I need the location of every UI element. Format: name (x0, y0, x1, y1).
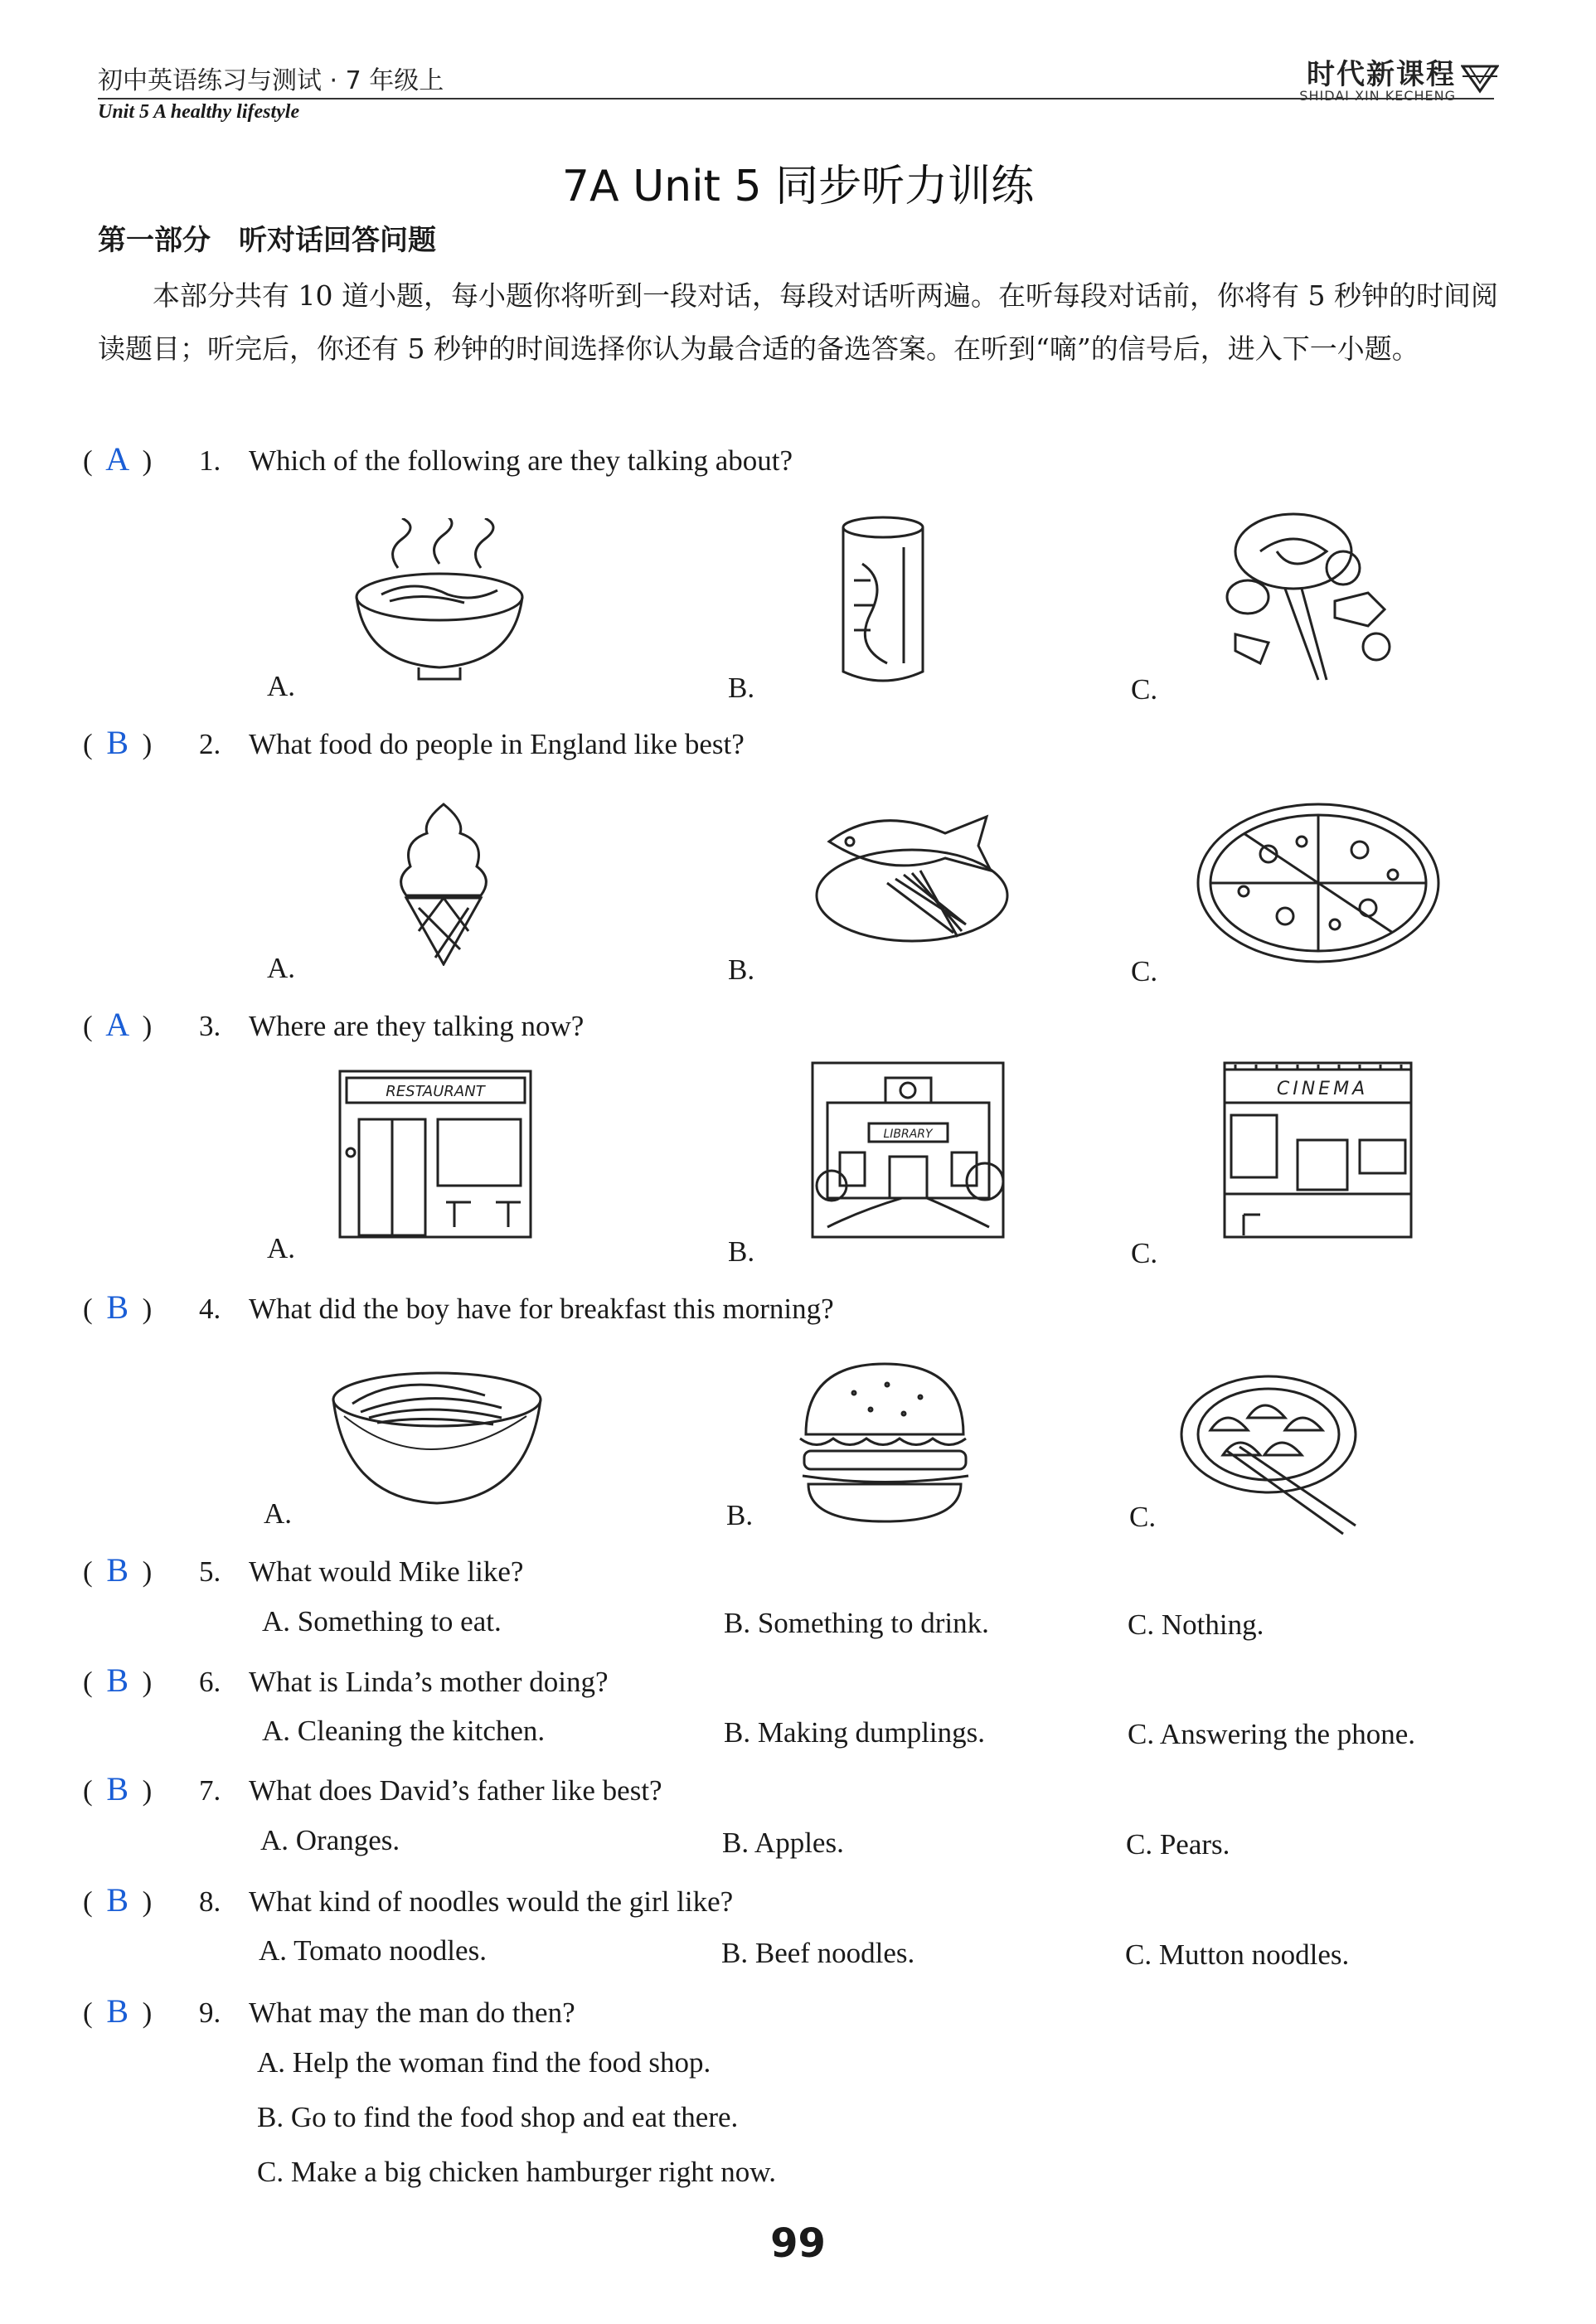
answer-mark: B (106, 1662, 129, 1699)
option-b: B. Beef noodles. (721, 1937, 915, 1969)
option-a: A. (267, 670, 296, 702)
answer-mark: A (105, 440, 130, 478)
option-c: C. Answering the phone. (1128, 1718, 1416, 1750)
option-b: B. (728, 953, 755, 986)
logo-mark-icon (1461, 58, 1499, 96)
question-text: What did the boy have for breakfast this morning? (249, 1293, 834, 1325)
option-a: A. Tomato noodles. (259, 1934, 487, 1967)
hamburger-picture (796, 1360, 974, 1526)
answer-bracket: ( B ) (83, 1881, 153, 1919)
answer-bracket: ( B ) (83, 1992, 153, 2030)
answer-mark: B (106, 724, 129, 761)
dumplings-picture (1177, 1372, 1376, 1538)
option-b: B. Something to drink. (724, 1607, 989, 1639)
fish-and-chips-picture (813, 808, 1020, 949)
option-b: B. Making dumplings. (724, 1716, 986, 1749)
option-c: C. (1129, 1501, 1157, 1533)
question-3 (83, 1005, 584, 1044)
logo-text: 时代新课程 (1307, 58, 1456, 91)
question-number: 6. (199, 1666, 221, 1698)
question-number: 5. (199, 1555, 221, 1588)
restaurant-picture (338, 1070, 533, 1240)
option-b: B. (726, 1499, 754, 1531)
cola-can-picture (829, 514, 937, 688)
option-b: B. (728, 1235, 755, 1268)
pizza-picture (1194, 800, 1443, 966)
answer-mark: B (106, 1551, 129, 1589)
page-number: 99 (770, 2220, 826, 2267)
option-c: C. Mutton noodles. (1125, 1938, 1350, 1971)
option-a: A. Oranges. (260, 1824, 400, 1856)
answer-mark: B (106, 1770, 129, 1807)
question-text: What does David’s father like best? (249, 1774, 662, 1807)
logo-pinyin: SHIDAI XIN KECHENG (1299, 88, 1456, 104)
library-picture (811, 1061, 1006, 1240)
option-a: A. (264, 1497, 293, 1530)
question-number: 2. (199, 728, 221, 760)
answer-bracket: ( B ) (83, 1288, 153, 1326)
question-9 (83, 1992, 575, 2030)
option-a: A. (267, 952, 296, 984)
answer-bracket: ( A ) (83, 1006, 153, 1043)
option-c: C. Make a big chicken hamburger right now. (257, 2156, 776, 2188)
question-1 (83, 439, 793, 478)
question-number: 4. (199, 1293, 221, 1325)
answer-bracket: ( B ) (83, 724, 153, 761)
option-a: A. Something to eat. (262, 1605, 502, 1637)
snacks-picture (1210, 510, 1409, 684)
option-c: C. (1131, 673, 1158, 706)
answer-bracket: ( B ) (83, 1662, 153, 1699)
answer-bracket: ( A ) (83, 440, 153, 478)
unit-subtitle: Unit 5 A healthy lifestyle (98, 101, 300, 123)
page-title: 7A Unit 5 同步听力训练 (561, 162, 1035, 211)
question-text: What may the man do then? (249, 1997, 575, 2029)
option-c: C. (1131, 955, 1158, 987)
cinema-sign: CINEMA (1276, 1079, 1369, 1099)
question-4 (83, 1288, 834, 1327)
library-sign: LIBRARY (883, 1128, 933, 1141)
question-text: What is Linda’s mother doing? (249, 1666, 609, 1698)
question-text: What food do people in England like best? (249, 728, 745, 760)
answer-mark: B (106, 1881, 129, 1919)
noodle-bowl-picture (348, 518, 531, 684)
option-a: A. Help the woman find the food shop. (257, 2046, 711, 2079)
question-8 (83, 1880, 733, 1919)
option-a: A. Cleaning the kitchen. (262, 1715, 546, 1747)
answer-mark: B (106, 1288, 129, 1326)
question-6 (83, 1661, 609, 1700)
restaurant-sign: RESTAURANT (386, 1083, 485, 1100)
question-5 (83, 1550, 523, 1589)
question-number: 1. (199, 444, 221, 477)
book-title: 初中英语练习与测试 · 7 年级上 (98, 66, 444, 95)
answer-bracket: ( B ) (83, 1551, 153, 1589)
option-a: A. (267, 1232, 296, 1264)
section-instructions: 本部分共有 10 道小题，每小题你将听到一段对话，每段对话听两遍。在听每段对话前，你将有 5 秒钟的时间阅读题目；听完后，你还有 5 秒钟的时间选择你认为最合适的备选答案。在听到“嘀”的信号后，进入下一小题。 (98, 279, 1498, 365)
option-c: C. (1131, 1237, 1158, 1269)
publisher-logo (1242, 51, 1499, 109)
question-text: Which of the following are they talking about? (249, 444, 793, 477)
option-c: C. Nothing. (1128, 1608, 1264, 1641)
option-b: B. Apples. (722, 1827, 844, 1859)
question-text: Where are they talking now? (249, 1010, 585, 1042)
answer-mark: A (105, 1006, 130, 1043)
answer-mark: B (106, 1992, 129, 2030)
question-number: 9. (199, 1997, 221, 2029)
option-b: B. (728, 672, 755, 704)
question-text: What would Mike like? (249, 1555, 524, 1588)
ice-cream-picture (394, 800, 493, 966)
question-number: 8. (199, 1885, 221, 1918)
section-heading: 第一部分 听对话回答问题 (98, 224, 436, 257)
option-c: C. Pears. (1126, 1828, 1230, 1861)
option-b: B. Go to find the food shop and eat there. (257, 2101, 739, 2133)
answer-bracket: ( B ) (83, 1770, 153, 1807)
cinema-picture (1223, 1061, 1414, 1240)
question-7 (83, 1769, 662, 1808)
question-number: 3. (199, 1010, 221, 1042)
question-2 (83, 723, 745, 762)
question-number: 7. (199, 1774, 221, 1807)
question-text: What kind of noodles would the girl like? (249, 1885, 734, 1918)
noodles-picture (327, 1366, 547, 1511)
